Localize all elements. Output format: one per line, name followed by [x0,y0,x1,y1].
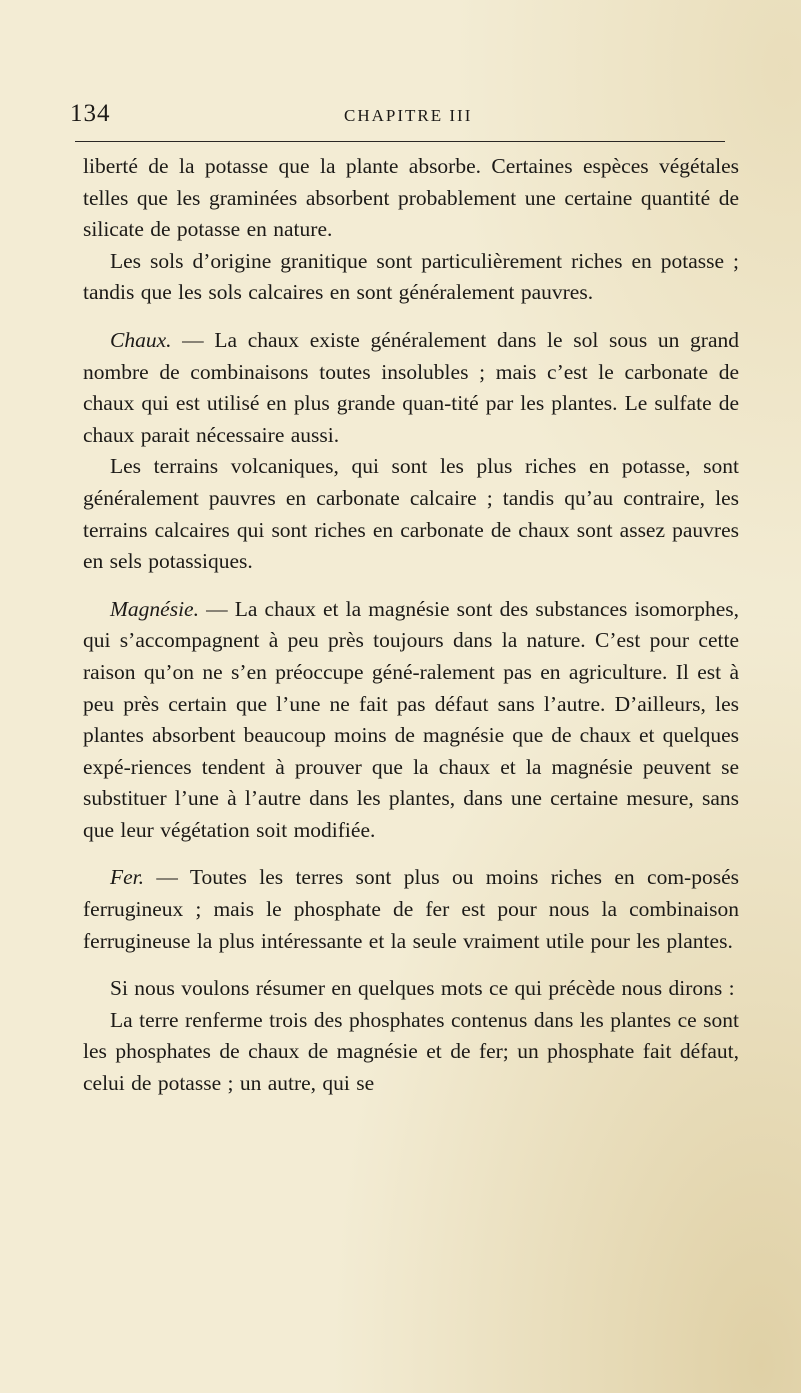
chapter-title: CHAPITRE III [344,106,473,125]
header-rule [75,141,725,142]
page-number: 134 [70,100,111,127]
running-header [70,100,730,140]
paragraph-text: — La chaux et la magnésie sont des substances isomorphes, qui s’accompagnent à peu près toujours dans la nature. C’est pour cette raison qu’on ne s’en préoccupe géné-ralement pas en agriculture. Il est à peu près certain que l’une ne fait pas défaut sans l’autre. D’ailleurs, les plantes absorbent beaucoup moins de magnésie que de chaux et quelques expé-riences tendent à prouver que la chaux et la magnésie peuvent se substituer l’une à l’autre dans les plantes, dans une certaine mesure, sans que leur végétation soit modifiée. [83,596,739,842]
section-lead-chaux: Chaux. [110,327,172,352]
page-body [83,151,739,1100]
paragraph-text: liberté de la potasse que la plante absorbe. Certaines espèces végétales telles que les graminées absorbent probablement une certaine quantité de silicate de potasse en nature. [83,154,739,242]
paragraph-granitic-soils [83,246,739,309]
paragraph-text: Les terrains volcaniques, qui sont les plus riches en potasse, sont généralement pauvres en carbonate calcaire ; tandis qu’au contraire, les terrains calcaires qui sont riches en carbonate de chaux sont assez pauvres en sels potassiques. [83,454,739,574]
section-lead-magnesie: Magnésie. [110,596,199,621]
paragraph-chaux [83,325,739,451]
paragraph-summary [83,1005,739,1100]
paragraph-continuation [83,151,739,246]
paragraph-text: Si nous voulons résumer en quelques mots ce qui précède nous dirons : [110,976,735,1001]
paragraph-fer [83,862,739,957]
paragraph-magnesie [83,594,739,847]
paragraph-text: Les sols d’origine granitique sont particulièrement riches en potasse ; tandis que les sols calcaires en sont généralement pauvres. [83,248,739,305]
paragraph-text: — Toutes les terres sont plus ou moins riches en com-posés ferrugineux ; mais le phosphate de fer est pour nous la combinaison ferrugineuse la plus intéressante et la seule vraiment utile pour les plantes. [83,865,739,953]
paragraph-text: La terre renferme trois des phosphates contenus dans les plantes ce sont les phosphates de chaux de magnésie et de fer; un phosphate fait défaut, celui de potasse ; un autre, qui se [83,1007,739,1096]
paragraph-volcanic-soils [83,451,739,577]
section-lead-fer: Fer. [110,865,145,890]
paragraph-text: — La chaux existe généralement dans le sol sous un grand nombre de combinaisons toutes insolubles ; mais c’est le carbonate de chaux qui est utilisé en plus grande quan-tité par les plantes. Le sulfate de chaux parait nécessaire aussi. [83,327,739,447]
paragraph-summary-intro [83,973,739,1005]
